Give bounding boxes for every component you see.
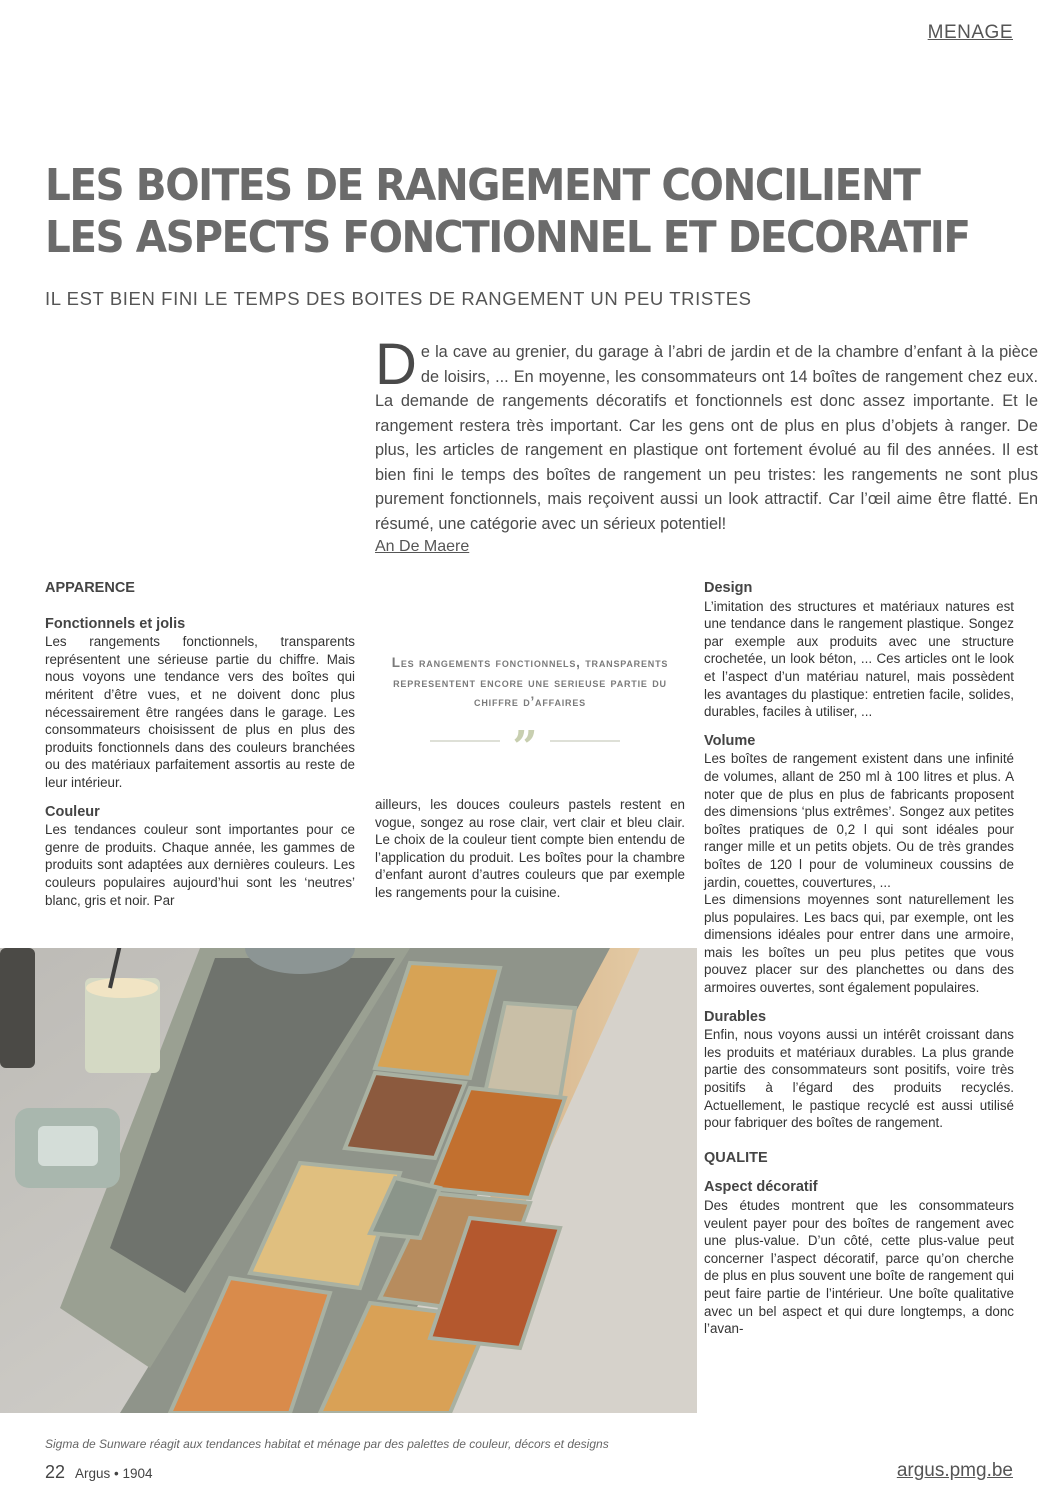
subheading-aspect-decoratif: Aspect décoratif (704, 1179, 818, 1196)
section-heading-apparence: APPARENCE (45, 580, 135, 596)
page-number: 22 (45, 1462, 66, 1482)
quote-mark-icon: ” (512, 728, 538, 758)
intro-paragraph (375, 332, 1038, 536)
subheading-fonctionnels: Fonctionnels et jolis (45, 615, 186, 632)
headline-line-1: LES BOITES DE RANGEMENT CONCILIENT (45, 160, 920, 211)
paragraph-aspect-decoratif: Des études montrent que les consommateurs veulent payer pour des boîtes de rangement avec une plus-value. D’un côté, cette plus-value peut concerner l’aspect décoratif, parce qu’on cherche de plus en plus souvent une boîte de rangement qui peut faire partie de l’intérieur. Une boîte qualitative avec un bel aspect et qui dure longtemps, a donc l’avan- (704, 1198, 1014, 1337)
photo-caption: Sigma de Sunware réagit aux tendances habitat et ménage par des palettes de couleur, décors et designs (45, 1437, 609, 1451)
section-label: MENAGE (927, 22, 1013, 43)
paragraph-couleur-continued: ailleurs, les douces couleurs pastels restent en vogue, songez au rose clair, vert clair et bleu clair. Le choix de la couleur tient compte bien entendu de l’application du produit. Les boîtes pour la chambre d’enfant auront d’autres couleurs que par exemple les rangements pour la cuisine. (375, 797, 685, 900)
website-link[interactable]: argus.pmg.be (896, 1460, 1013, 1481)
right-column (704, 580, 1014, 1338)
footer-left (45, 1462, 153, 1483)
drop-cap: D (375, 332, 417, 397)
paragraph-fonctionnels: Les rangements fonctionnels, transparents représentent une sérieuse partie du chiffre. Mais nous voyons une tendance vers des boîtes qui méritent d’être vues, et ne doivent donc plus nécessairement être rangées dans le garage. Les consommateurs choisissent de plus en plus des produits fonctionnels dans des couleurs branchées ou des matériaux parfaitement assortis au reste de leur intérieur. (45, 634, 355, 790)
magazine-issue: Argus • 1904 (75, 1466, 153, 1481)
subheading-design: Design (704, 580, 753, 596)
subheading-volume: Volume (704, 732, 756, 749)
section-heading-qualite: QUALITE (704, 1149, 768, 1166)
paragraph-durables: Enfin, nous voyons aussi un intérêt croissant dans les produits et matériaux durables. La plus grande partie des consommateurs sont positifs, voire très positifs à l’égard des produits recyclés. Actuellement, le pastique recyclé est aussi utilisé pour fabriquer des boîtes de rangement. (704, 1027, 1014, 1131)
left-column (45, 580, 355, 909)
paragraph-design: L’imitation des structures et matériaux natures est une tendance dans le rangement plastique. Songez par exemple aux produits avec une structure crochetée, un look béton, ... Ces articles ont le look et l’aspect d’un matériau naturel, mais possèdent les avantages du plastique: entretien facile, solides, durables, faciles à utiliser, ... (704, 598, 1014, 720)
pull-quote: Les rangements fonctionnels, transparents representent encore une serieuse partie du chiffre d’affaires (391, 655, 669, 709)
paragraph-volume-2: Les dimensions moyennes sont naturellement les plus populaires. Les bacs qui, par exemple, ont les dimensions idéales pour entrer dans une armoire, mais les boîtes un peu plus petites que vous pouvez placer sur des planchettes ou dans des armoires ouvertes, sont également populaires. (704, 892, 1014, 996)
intro-text: e la cave au grenier, du garage à l’abri de jardin et de la chambre d’enfant à la pièce de loisirs, ... En moyenne, les consommateurs ont 14 boîtes de rangement chez eux. La demande de rangements décoratifs et fonctionnels est donc assez importante. Et le rangement restera très important. Car les gens ont de plus en plus d’objets à ranger. De plus, les articles de rangement en plastique ont fortement évolué au fil des années. Il est bien fini le temps des boîtes de rangement un peu tristes: les rangements ne sont plus purement fonctionnels, mais reçoivent aussi un look attractif. Car l’œil aime être flatté. En résumé, une catégorie avec un sérieux potentiel! (375, 343, 1038, 533)
paragraph-couleur: Les tendances couleur sont importantes pour ce genre de produits. Chaque année, les gammes de produits sont adaptées aux dernières couleurs. Les couleurs populaires aujourd’hui sont les ‘neutres’ blanc, gris et noir. Par (45, 822, 355, 908)
quote-mark-divider (430, 728, 620, 758)
paragraph-volume-1: Les boîtes de rangement existent dans une infinité de volumes, allant de 250 ml à 100 litres et plus. A noter que de plus en plus de fabricants proposent des dimensions ‘plus extrêmes’. Songez aux petites boîtes pratiques de 0,2 l qui sont idéales pour ranger mille et un petits objets. Ou de très grandes boîtes de 120 l pour de volumineux coussins de jardin, couettes, couvertures, ... (704, 751, 1014, 890)
article-subtitle: IL EST BIEN FINI LE TEMPS DES BOITES DE RANGEMENT UN PEU TRISTES (45, 288, 752, 309)
middle-column (375, 796, 685, 902)
headline-line-2: LES ASPECTS FONCTIONNEL ET DECORATIF (45, 212, 970, 263)
article-headline (45, 160, 970, 264)
author-byline: An De Maere (375, 538, 470, 555)
subheading-durables: Durables (704, 1008, 767, 1025)
drawer-storage-photo (0, 948, 697, 1413)
subheading-couleur: Couleur (45, 803, 100, 820)
